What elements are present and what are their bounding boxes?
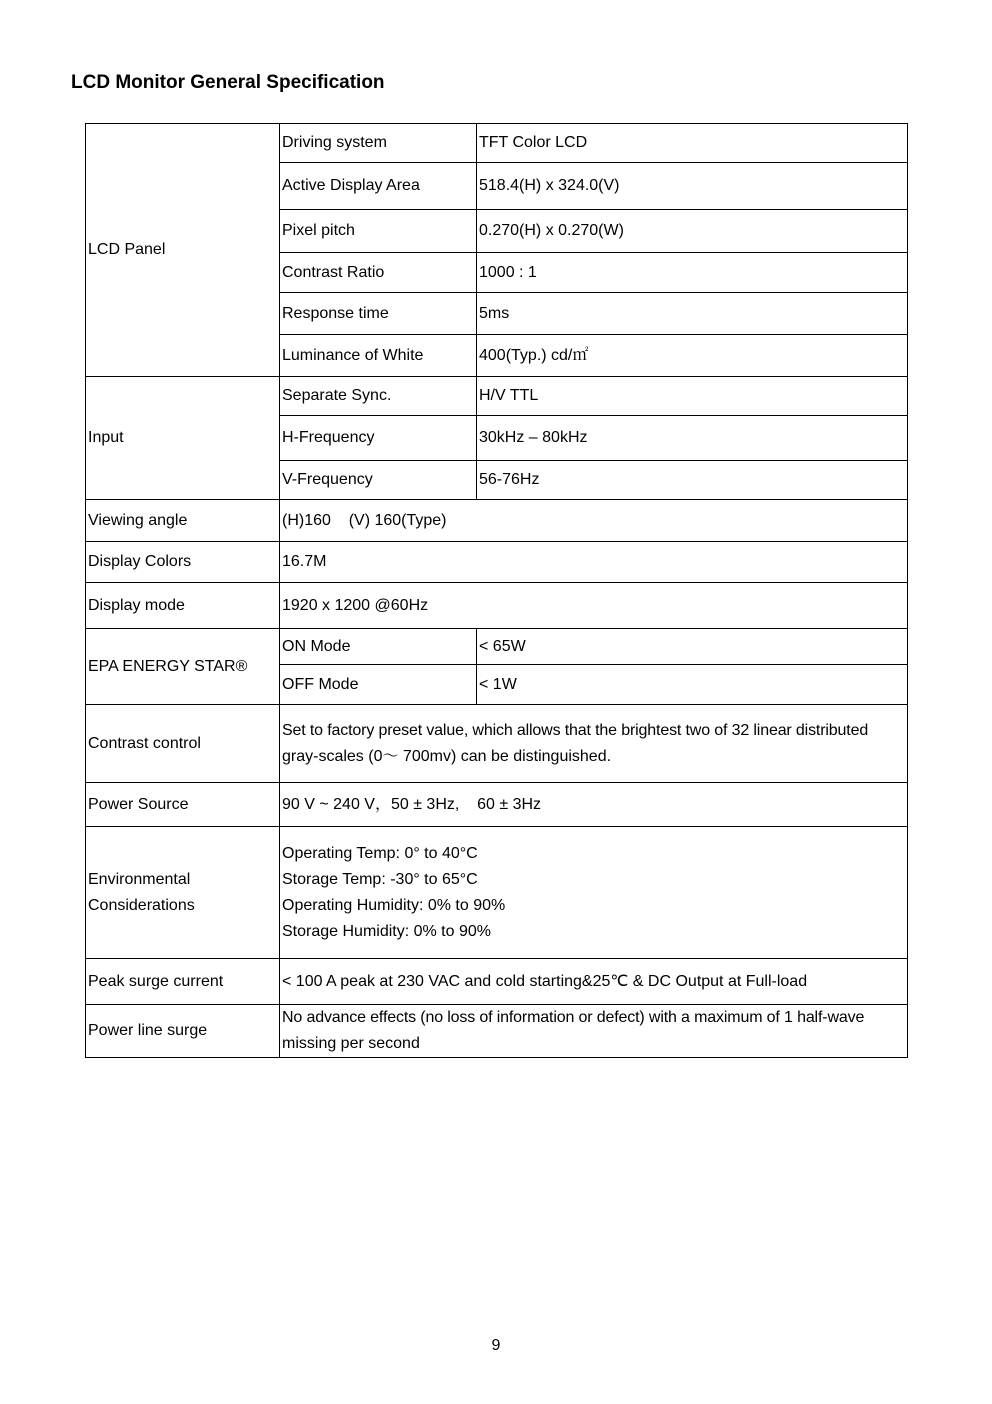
table-row <box>86 500 908 542</box>
spec-label-environmental <box>86 827 280 959</box>
spec-label-power-line-surge: Power line surge <box>86 1005 280 1058</box>
spec-value: 400(Typ.) cd/㎡ <box>477 335 908 377</box>
spec-name: ON Mode <box>280 629 477 665</box>
spec-value: 1000 : 1 <box>477 253 908 293</box>
spec-name: H-Frequency <box>280 416 477 461</box>
spec-value: 30kHz – 80kHz <box>477 416 908 461</box>
spec-label-display-mode: Display mode <box>86 583 280 629</box>
spec-name: Pixel pitch <box>280 210 477 253</box>
spec-value-power-line-surge <box>280 1005 908 1058</box>
spec-label-viewing-angle: Viewing angle <box>86 500 280 542</box>
section-label-energy-star: EPA ENERGY STAR® <box>86 629 280 705</box>
spec-name: Separate Sync. <box>280 377 477 416</box>
spec-name: Driving system <box>280 124 477 163</box>
spec-value-display-colors: 16.7M <box>280 542 908 583</box>
table-row <box>86 377 908 416</box>
spec-value: 518.4(H) x 324.0(V) <box>477 163 908 210</box>
spec-name: Contrast Ratio <box>280 253 477 293</box>
spec-value: 0.270(H) x 0.270(W) <box>477 210 908 253</box>
spec-label-contrast-control: Contrast control <box>86 705 280 783</box>
page-number: 9 <box>491 1337 501 1354</box>
spec-value: TFT Color LCD <box>477 124 908 163</box>
table-row <box>86 959 908 1005</box>
text-line: gray-scales (0～ 700mv) can be distinguished. <box>282 747 612 765</box>
table-row <box>86 629 908 665</box>
table-row <box>86 705 908 783</box>
text-line: Environmental <box>88 870 191 888</box>
spec-value-peak-surge: < 100 A peak at 230 VAC and cold starting&25℃ & DC Output at Full-load <box>280 959 908 1005</box>
text-line: Operating Temp: 0° to 40°C <box>282 844 478 862</box>
spec-value-viewing-angle: (H)160 (V) 160(Type) <box>280 500 908 542</box>
spec-label-power-source: Power Source <box>86 783 280 827</box>
table-row <box>86 1005 908 1058</box>
table-row <box>86 783 908 827</box>
table-row <box>86 542 908 583</box>
spec-name: Active Display Area <box>280 163 477 210</box>
spec-name: Response time <box>280 293 477 335</box>
text-line: No advance effects (no loss of information or defect) with a maximum of 1 half-wave <box>282 1009 865 1026</box>
spec-value: 5ms <box>477 293 908 335</box>
text-line: Considerations <box>88 896 195 914</box>
spec-name: OFF Mode <box>280 665 477 705</box>
spec-value: < 65W <box>477 629 908 665</box>
text-line: Storage Humidity: 0% to 90% <box>282 922 491 940</box>
page-title: LCD Monitor General Specification <box>71 72 385 93</box>
text-line: Storage Temp: -30° to 65°C <box>282 870 478 888</box>
spec-value: 56-76Hz <box>477 461 908 500</box>
section-label-input: Input <box>86 377 280 500</box>
spec-value-environmental <box>280 827 908 959</box>
spec-value: < 1W <box>477 665 908 705</box>
table-row <box>86 124 908 163</box>
spec-table <box>85 123 908 1058</box>
section-label-lcd-panel: LCD Panel <box>86 124 280 377</box>
spec-value-power-source: 90 V ~ 240 V，50 ± 3Hz, 60 ± 3Hz <box>280 783 908 827</box>
text-line: Set to factory preset value, which allows that the brightest two of 32 linear distributed <box>282 721 869 739</box>
spec-name: V-Frequency <box>280 461 477 500</box>
text-line: missing per second <box>282 1035 420 1052</box>
spec-name: Luminance of White <box>280 335 477 377</box>
spec-value-contrast-control <box>280 705 908 783</box>
table-row <box>86 827 908 959</box>
spec-label-display-colors: Display Colors <box>86 542 280 583</box>
spec-value-display-mode: 1920 x 1200 @60Hz <box>280 583 908 629</box>
spec-label-peak-surge: Peak surge current <box>86 959 280 1005</box>
table-row <box>86 583 908 629</box>
spec-value: H/V TTL <box>477 377 908 416</box>
text-line: Operating Humidity: 0% to 90% <box>282 896 506 914</box>
